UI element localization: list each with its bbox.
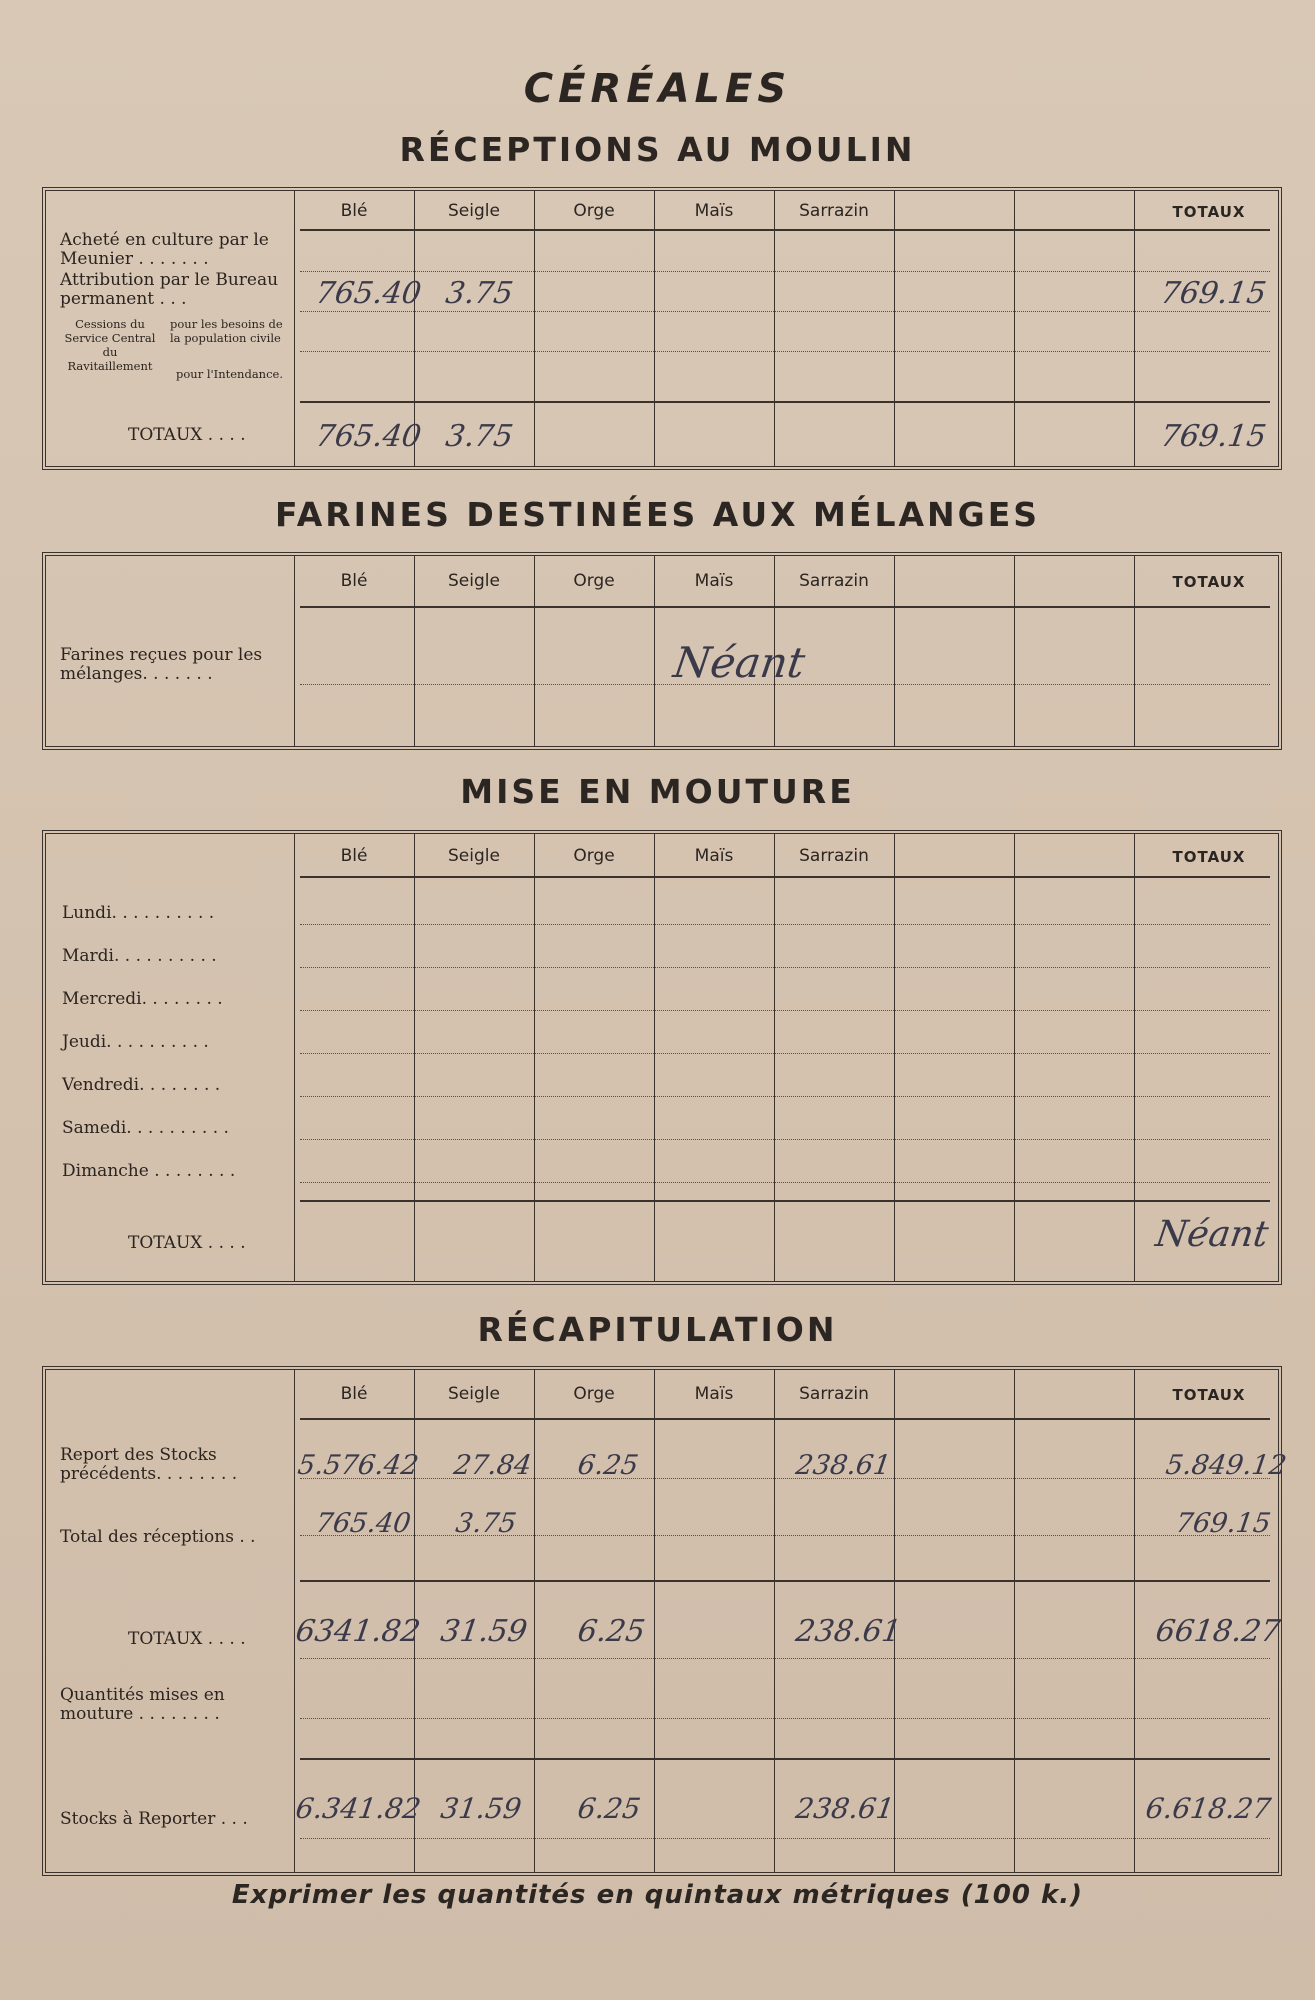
label-totaux-receptions: TOTAUX . . . . (128, 425, 246, 445)
col-orge: Orge (573, 846, 615, 866)
report-seigle: 27.84 (451, 1450, 534, 1481)
day-jeudi: Jeudi. . . . . . . . . . (62, 1032, 209, 1052)
label-cessions-civile: pour les besoins de la population civile (170, 317, 283, 345)
label-total-receptions: Total des réceptions . . (60, 1527, 256, 1547)
day-vendredi: Vendredi. . . . . . . . (62, 1075, 221, 1095)
col-sarrazin: Sarrazin (799, 201, 869, 221)
totaux-recap-orge: 6.25 (575, 1614, 648, 1649)
col-mais: Maïs (694, 1384, 734, 1404)
col-totaux: TOTAUX (1172, 203, 1246, 221)
col-seigle: Seigle (448, 571, 500, 591)
footer-note: Exprimer les quantités en quintaux métriques (100 k.) (231, 1880, 1084, 1910)
attribution-total: 769.15 (1158, 276, 1269, 311)
label-cessions-intendance: pour l'Intendance. (176, 367, 283, 381)
totaux-recap-sarrazin: 238.61 (793, 1614, 904, 1649)
mouture-title: MISE EN MOUTURE (460, 772, 855, 811)
label-achete: Acheté en culture par le Meunier . . . . . . . (60, 230, 269, 269)
col-ble: Blé (340, 571, 368, 591)
totaux-recap-seigle: 31.59 (438, 1614, 530, 1649)
attribution-seigle: 3.75 (443, 276, 516, 311)
totaux-total: 769.15 (1158, 419, 1269, 454)
col-ble: Blé (340, 1384, 368, 1404)
receptions-title: RÉCEPTIONS AU MOULIN (399, 130, 916, 169)
day-lundi: Lundi. . . . . . . . . . (62, 903, 215, 923)
label-stocks: Stocks à Reporter . . . (60, 1809, 248, 1829)
stocks-sarrazin: 238.61 (793, 1792, 897, 1825)
farines-neant: Néant (670, 638, 809, 687)
col-ble: Blé (340, 201, 368, 221)
report-total: 5.849.12 (1163, 1450, 1289, 1481)
receptions-total: 769.15 (1173, 1508, 1273, 1539)
col-orge: Orge (573, 201, 615, 221)
mouture-table (42, 830, 1282, 1285)
totaux-recap-total: 6618.27 (1153, 1614, 1283, 1649)
label-totaux-recap: TOTAUX . . . . (128, 1629, 246, 1649)
day-samedi: Samedi. . . . . . . . . . (62, 1118, 229, 1138)
label-cessions: Cessions du Service Central du Ravitaillement (64, 317, 156, 373)
totaux-recap-ble: 6341.82 (293, 1614, 423, 1649)
stocks-seigle: 31.59 (438, 1792, 524, 1825)
label-farines: Farines reçues pour les mélanges. . . . . . . (60, 645, 263, 684)
col-mais: Maïs (694, 846, 734, 866)
receptions-ble: 765.40 (313, 1508, 413, 1539)
col-mais: Maïs (694, 571, 734, 591)
totaux-seigle: 3.75 (443, 419, 516, 454)
report-orge: 6.25 (575, 1450, 641, 1481)
col-sarrazin: Sarrazin (799, 1384, 869, 1404)
stocks-orge: 6.25 (575, 1792, 643, 1825)
col-seigle: Seigle (448, 201, 500, 221)
receptions-seigle: 3.75 (453, 1508, 519, 1539)
col-seigle: Seigle (448, 1384, 500, 1404)
label-attribution: Attribution par le Bureau permanent . . . (60, 270, 279, 309)
totaux-ble: 765.40 (313, 419, 424, 454)
recap-table (42, 1366, 1289, 1876)
recap-title: RÉCAPITULATION (477, 1310, 838, 1349)
col-totaux: TOTAUX (1172, 1386, 1246, 1404)
day-mercredi: Mercredi. . . . . . . . (62, 989, 223, 1009)
col-ble: Blé (340, 846, 368, 866)
label-totaux-mouture: TOTAUX . . . . (128, 1233, 246, 1253)
main-title: CÉRÉALES (523, 66, 792, 112)
attribution-ble: 765.40 (313, 276, 424, 311)
mouture-total-neant: Néant (1153, 1214, 1271, 1255)
col-mais: Maïs (694, 201, 734, 221)
col-orge: Orge (573, 1384, 615, 1404)
col-sarrazin: Sarrazin (799, 571, 869, 591)
day-dimanche: Dimanche . . . . . . . . (62, 1161, 236, 1181)
col-totaux: TOTAUX (1172, 573, 1246, 591)
label-mises: Quantités mises en mouture . . . . . . . . (60, 1685, 225, 1724)
label-report: Report des Stocks précédents. . . . . . . . (60, 1445, 238, 1484)
stocks-ble: 6.341.82 (293, 1792, 424, 1825)
receptions-table (42, 187, 1282, 470)
col-sarrazin: Sarrazin (799, 846, 869, 866)
report-ble: 5.576.42 (295, 1450, 421, 1481)
stocks-total: 6.618.27 (1143, 1792, 1274, 1825)
farines-title: FARINES DESTINÉES AUX MÉLANGES (274, 495, 1041, 534)
report-sarrazin: 238.61 (793, 1450, 893, 1481)
col-orge: Orge (573, 571, 615, 591)
col-seigle: Seigle (448, 846, 500, 866)
day-mardi: Mardi. . . . . . . . . . (62, 946, 217, 966)
farines-table (42, 552, 1282, 750)
col-totaux: TOTAUX (1172, 848, 1246, 866)
